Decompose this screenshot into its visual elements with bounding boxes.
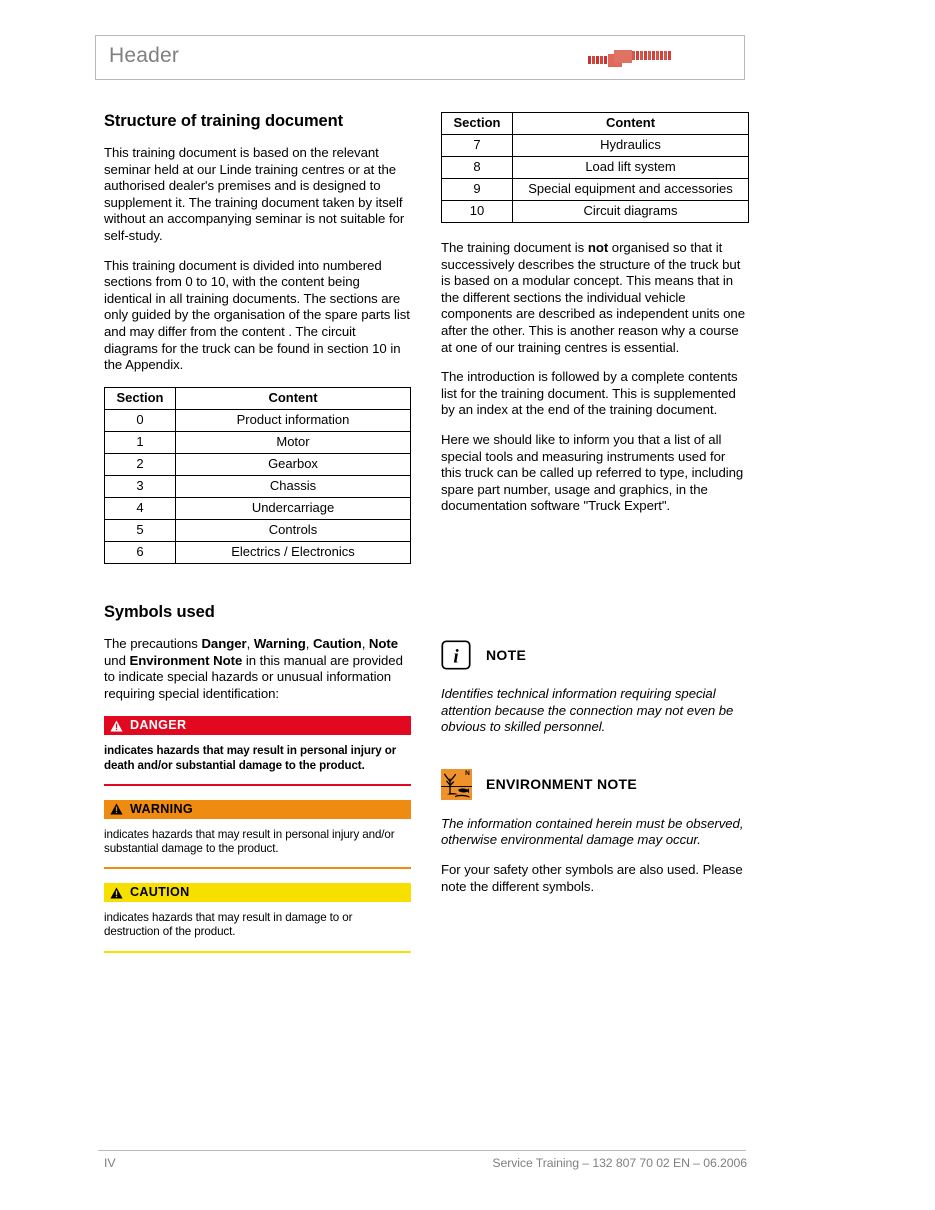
caution-description: indicates hazards that may result in damage to or destruction of the product. — [104, 911, 353, 939]
text-fragment: , — [361, 636, 369, 651]
caution-banner — [104, 883, 411, 902]
table-row — [105, 453, 411, 475]
warning-triangle-icon — [110, 887, 123, 899]
text-fragment: , — [305, 636, 313, 651]
table-row — [442, 201, 749, 223]
column-header-content: Content — [176, 387, 411, 409]
document-reference: Service Training – 132 807 70 02 EN – 06.2006 — [492, 1156, 747, 1170]
sections-table-right — [441, 112, 749, 223]
danger-banner — [104, 716, 411, 735]
warning-label: WARNING — [130, 801, 193, 816]
table-row — [105, 541, 411, 563]
emphasis-caution: Caution — [312, 636, 362, 651]
page-header — [95, 35, 745, 80]
page-title: Structure of training document — [104, 112, 344, 130]
table-row — [105, 431, 411, 453]
right-column — [441, 112, 749, 515]
cell-section: 6 — [105, 541, 176, 563]
cell-section: 4 — [105, 497, 176, 519]
page-number: IV — [104, 1156, 116, 1170]
danger-divider — [104, 784, 411, 786]
text-fragment: in this manual are provided to indicate special hazards or unusual information requiring special identification: — [104, 652, 403, 701]
danger-label: DANGER — [130, 718, 187, 733]
column-header-section: Section — [105, 387, 176, 409]
svg-text:i: i — [453, 646, 459, 668]
text-fragment: , — [246, 636, 254, 651]
cell-section: 7 — [442, 135, 513, 157]
table-header-row — [105, 387, 411, 409]
linde-logo — [588, 44, 684, 72]
text-fragment: und — [104, 652, 130, 668]
symbols-section-right — [441, 640, 749, 895]
cell-section: 5 — [105, 519, 176, 541]
cell-content: Product information — [176, 409, 411, 431]
cell-section: 3 — [105, 475, 176, 497]
contents-list-paragraph: The introduction is followed by a complete contents list for the training document. This is supplemented by an index at the end of the training document. — [441, 369, 738, 418]
table-row — [105, 519, 411, 541]
column-header-section: Section — [442, 113, 513, 135]
cell-content: Gearbox — [176, 453, 411, 475]
environment-note-description: The information contained herein must be observed, otherwise environmental damage may occur. — [441, 815, 744, 848]
caution-label: CAUTION — [130, 885, 190, 900]
text-fragment: The training document is — [441, 240, 588, 255]
table-row — [105, 497, 411, 519]
environment-note-label: ENVIRONMENT NOTE — [486, 776, 638, 793]
emphasis-danger: Danger — [201, 636, 247, 651]
cell-content: Motor — [176, 431, 411, 453]
table-row — [442, 135, 749, 157]
warning-triangle-icon — [110, 720, 123, 732]
note-label: NOTE — [486, 647, 527, 663]
cell-content: Chassis — [176, 475, 411, 497]
sections-table-left-wrapper — [104, 387, 411, 564]
symbols-heading: Symbols used — [104, 603, 215, 621]
left-column — [104, 112, 411, 564]
modular-concept-paragraph — [441, 240, 749, 356]
text-fragment: organised so that it successively describes the structure of the truck but is based on a modular concept. This means that in the different sections the individual vehicle components are described as independent units one after the other. This is another reason why a course at one of our training centres is essential. — [441, 240, 746, 355]
info-icon — [441, 640, 471, 670]
environment-hazard-icon — [441, 769, 472, 800]
cell-content: Undercarriage — [176, 497, 411, 519]
header-title: Header — [109, 44, 180, 67]
cell-section: 10 — [442, 201, 513, 223]
cell-content: Circuit diagrams — [513, 201, 749, 223]
table-row — [442, 157, 749, 179]
emphasis-not: not — [587, 240, 609, 255]
symbols-section-left — [104, 603, 411, 953]
note-header — [441, 640, 749, 670]
intro-paragraph-1: This training document is based on the relevant seminar held at our Linde training centres or at the authorised dealer's premises and is designed to supplement it. The training document taken by itself without an accompanying seminar is not suitable for self-study. — [104, 145, 405, 243]
other-symbols-paragraph: For your safety other symbols are also used. Please note the different symbols. — [441, 861, 743, 894]
table-header-row — [442, 113, 749, 135]
emphasis-note: Note — [368, 636, 399, 651]
cell-content: Special equipment and accessories — [513, 179, 749, 201]
cell-section: 2 — [105, 453, 176, 475]
note-description: Identifies technical information requiring special attention because the connection may not even be obvious to skilled personnel. — [441, 686, 734, 735]
warning-triangle-icon — [110, 803, 123, 815]
footer-divider — [98, 1150, 746, 1151]
cell-section: 9 — [442, 179, 513, 201]
table-row — [442, 179, 749, 201]
emphasis-warning: Warning — [253, 636, 306, 651]
cell-section: 1 — [105, 431, 176, 453]
intro-paragraph-2: This training document is divided into numbered sections from 0 to 10, with the content being identical in all training documents. The sections are only guided by the organisation of the spare parts list and may differ from the content . The circuit diagrams for the truck can be found in section 10 in the Appendix. — [104, 257, 410, 373]
warning-divider — [104, 867, 411, 869]
sections-table-left — [104, 387, 411, 564]
cell-section: 0 — [105, 409, 176, 431]
caution-divider — [104, 951, 411, 953]
symbols-intro-paragraph — [104, 636, 411, 702]
cell-content: Electrics / Electronics — [176, 541, 411, 563]
cell-content: Controls — [176, 519, 411, 541]
environment-note-header — [441, 769, 749, 800]
svg-text:N: N — [465, 769, 470, 777]
column-header-content: Content — [513, 113, 749, 135]
danger-description: indicates hazards that may result in personal injury or death and/or substantial damage to the product. — [104, 744, 397, 772]
cell-content: Hydraulics — [513, 135, 749, 157]
warning-banner — [104, 800, 411, 819]
text-fragment: The precautions — [104, 636, 202, 651]
table-row — [105, 409, 411, 431]
cell-section: 8 — [442, 157, 513, 179]
table-row — [105, 475, 411, 497]
sections-table-right-wrapper — [441, 112, 749, 223]
cell-content: Load lift system — [513, 157, 749, 179]
emphasis-environment-note: Environment Note — [129, 652, 243, 668]
truck-expert-paragraph: Here we should like to inform you that a list of all special tools and measuring instruments used for this truck can be called up referred to type, including spare part number, usage and graphics, in the documentation software "Truck Expert". — [441, 431, 744, 514]
warning-description: indicates hazards that may result in personal injury and/or substantial damage to the product. — [104, 827, 395, 855]
